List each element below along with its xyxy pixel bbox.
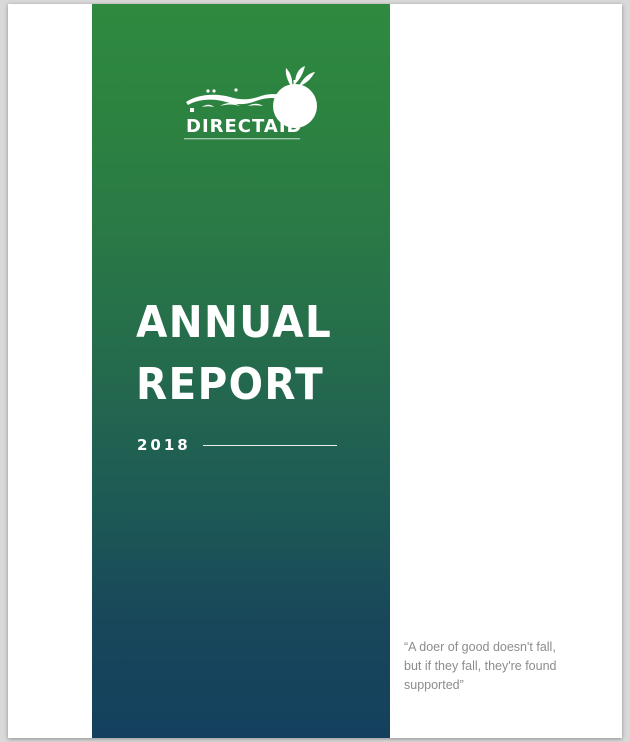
cover-quote (404, 638, 604, 695)
report-year: 2018 (137, 436, 191, 454)
report-year-row (137, 436, 337, 454)
quote-line-3: supported” (404, 678, 464, 692)
year-rule (203, 445, 337, 446)
report-title (136, 292, 386, 416)
logo-wordmark: DIRECTAID (186, 116, 303, 137)
organization-logo (168, 66, 328, 152)
title-line-2: REPORT (136, 359, 325, 410)
title-line-1: ANNUAL (136, 297, 333, 348)
quote-line-2: but if they fall, they're found (404, 659, 557, 673)
quote-line-1: “A doer of good doesn't fall, (404, 640, 556, 654)
document-page (8, 4, 622, 738)
